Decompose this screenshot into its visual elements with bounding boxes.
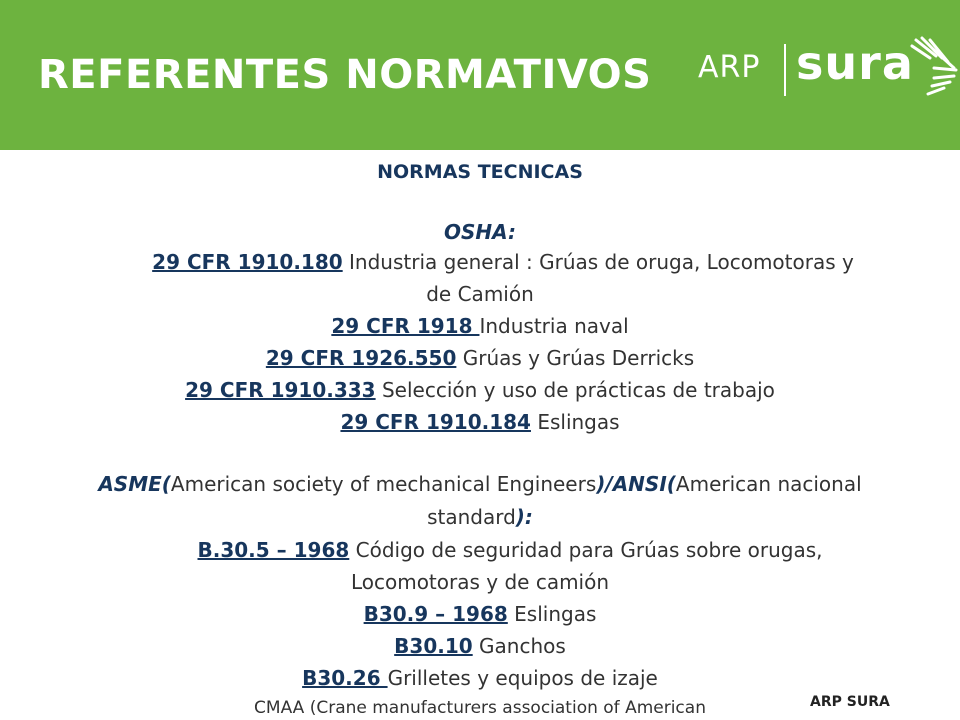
asme-item-3 xyxy=(0,634,960,658)
standard-description: Industria general : Grúas de oruga, Locomotoras y xyxy=(342,250,854,274)
standard-link[interactable]: 29 CFR 1910.180 xyxy=(152,250,343,274)
asme-heading-line-2 xyxy=(0,505,960,529)
asme-item-4 xyxy=(0,666,960,690)
standard-description: Eslingas xyxy=(507,602,597,626)
section-title: NORMAS TECNICAS xyxy=(377,161,583,183)
osha-item-4 xyxy=(0,378,960,402)
logo-sura-text: sura xyxy=(796,36,914,90)
osha-item-1 xyxy=(0,250,960,274)
osha-heading: OSHA: xyxy=(444,220,516,244)
standard-description: Grilletes y equipos de izaje xyxy=(387,666,658,690)
asme-item-1-continued xyxy=(0,570,960,594)
osha-heading-line xyxy=(0,220,960,244)
standard-description: Industria naval xyxy=(479,314,629,338)
standard-link[interactable]: B30.9 – 1968 xyxy=(363,602,508,626)
logo-arp-text: ARP xyxy=(698,50,761,85)
standard-description: Grúas y Grúas Derricks xyxy=(456,346,695,370)
footer-brand: ARP SURA xyxy=(810,694,890,710)
standard-description: Selección y uso de prácticas de trabajo xyxy=(375,378,775,402)
osha-item-3 xyxy=(0,346,960,370)
asme-item-1 xyxy=(0,538,960,562)
ansi-label: )/ANSI( xyxy=(596,472,676,496)
osha-item-1-continued xyxy=(0,282,960,306)
standard-link[interactable]: 29 CFR 1910.333 xyxy=(185,378,376,402)
standard-link[interactable]: 29 CFR 1926.550 xyxy=(265,346,457,370)
ansi-fullname: American nacional xyxy=(675,472,862,496)
osha-item-2 xyxy=(0,314,960,338)
standard-description: Código de seguridad para Grúas sobre orugas, xyxy=(349,538,823,562)
page-title: REFERENTES NORMATIVOS xyxy=(38,52,652,98)
asme-fullname: American society of mechanical Engineers xyxy=(170,472,597,496)
standard-link[interactable]: B.30.5 – 1968 xyxy=(197,538,350,562)
osha-item-5 xyxy=(0,410,960,434)
cmaa-line: CMAA (Crane manufacturers association of American xyxy=(254,698,706,718)
standard-link[interactable]: 29 CFR 1918 xyxy=(331,314,480,338)
standard-link[interactable]: 29 CFR 1910.184 xyxy=(340,410,531,434)
asme-label: ASME( xyxy=(98,472,171,496)
standard-description: Locomotoras y de camión xyxy=(350,570,610,594)
standard-description: Ganchos xyxy=(472,634,566,658)
standard-description: Eslingas xyxy=(530,410,620,434)
standard-link[interactable]: B30.26 xyxy=(302,666,388,690)
standard-link[interactable]: B30.10 xyxy=(394,634,473,658)
asme-heading-line xyxy=(0,472,960,496)
ansi-label-close: ): xyxy=(515,505,533,529)
asme-item-2 xyxy=(0,602,960,626)
standard-description: de Camión xyxy=(426,282,534,306)
ansi-fullname-cont: standard xyxy=(427,505,516,529)
